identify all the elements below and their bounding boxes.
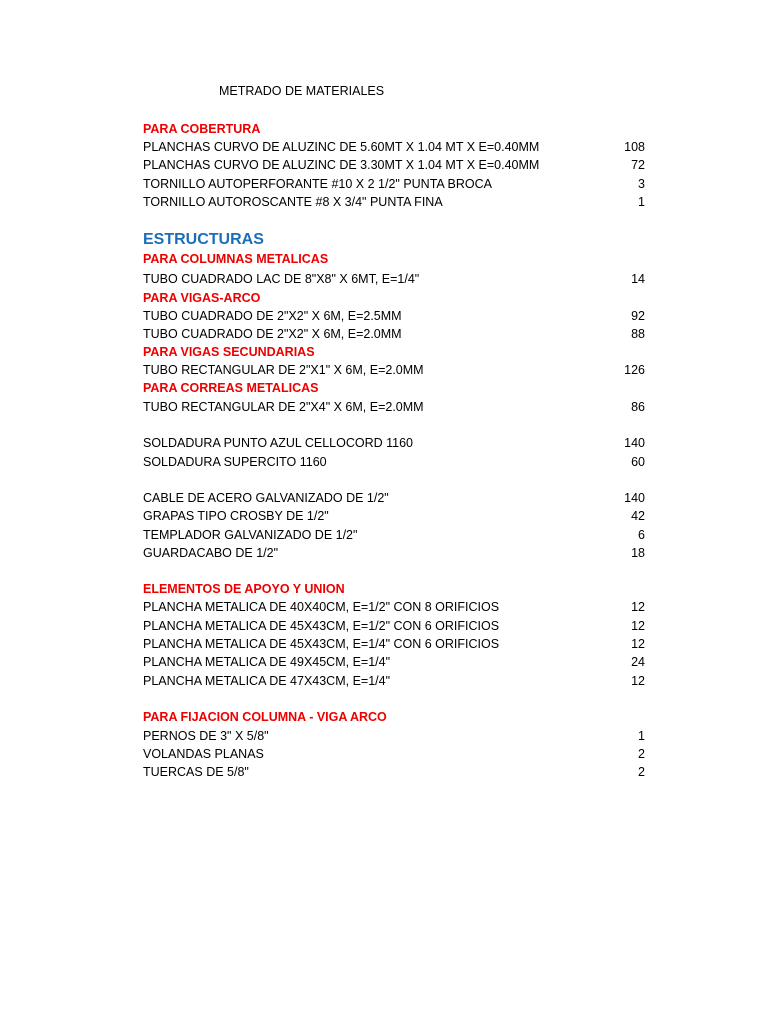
material-quantity: 12 — [631, 600, 645, 614]
material-quantity: 3 — [638, 177, 645, 191]
material-row — [143, 763, 645, 781]
material-row — [143, 526, 645, 544]
material-description: TUBO CUADRADO DE 2"X2" X 6M, E=2.5MM — [143, 309, 402, 323]
material-row — [143, 156, 645, 174]
material-row — [143, 635, 645, 653]
material-description: TUBO RECTANGULAR DE 2"X4" X 6M, E=2.0MM — [143, 400, 424, 414]
material-row — [143, 653, 645, 671]
material-quantity: 86 — [631, 400, 645, 414]
material-description: TUBO CUADRADO LAC DE 8"X8" X 6MT, E=1/4" — [143, 272, 420, 286]
material-quantity: 2 — [638, 747, 645, 761]
material-row — [143, 270, 645, 288]
material-quantity: 140 — [624, 491, 645, 505]
section-heading-columnas: PARA COLUMNAS METALICAS — [143, 252, 329, 266]
material-quantity: 108 — [624, 140, 645, 154]
material-row — [143, 507, 645, 525]
material-quantity: 1 — [638, 729, 645, 743]
material-row — [143, 727, 645, 745]
material-row — [143, 193, 645, 211]
material-quantity: 60 — [631, 455, 645, 469]
material-row — [143, 361, 645, 379]
section-heading-estructuras: ESTRUCTURAS — [143, 231, 264, 248]
material-row — [143, 672, 645, 690]
material-quantity: 1 — [638, 195, 645, 209]
material-quantity: 140 — [624, 436, 645, 450]
material-quantity: 126 — [624, 363, 645, 377]
material-quantity: 12 — [631, 619, 645, 633]
material-row — [143, 489, 645, 507]
material-row — [143, 138, 645, 156]
material-quantity: 92 — [631, 309, 645, 323]
material-description: GRAPAS TIPO CROSBY DE 1/2" — [143, 509, 329, 523]
section-heading-correas: PARA CORREAS METALICAS — [143, 381, 319, 395]
section-heading-fijacion: PARA FIJACION COLUMNA - VIGA ARCO — [143, 710, 387, 724]
material-description: PLANCHAS CURVO DE ALUZINC DE 3.30MT X 1.04 MT X E=0.40MM — [143, 158, 540, 172]
material-description: PERNOS DE 3" X 5/8" — [143, 729, 269, 743]
material-description: PLANCHAS CURVO DE ALUZINC DE 5.60MT X 1.04 MT X E=0.40MM — [143, 140, 540, 154]
document-title: METRADO DE MATERIALES — [219, 84, 385, 98]
material-row — [143, 398, 645, 416]
material-quantity: 14 — [631, 272, 645, 286]
material-description: TEMPLADOR GALVANIZADO DE 1/2" — [143, 528, 358, 542]
material-description: PLANCHA METALICA DE 47X43CM, E=1/4" — [143, 674, 391, 688]
section-heading-vigas-secundarias: PARA VIGAS SECUNDARIAS — [143, 345, 315, 359]
section-heading-vigas-arco: PARA VIGAS-ARCO — [143, 291, 261, 305]
material-description: GUARDACABO DE 1/2" — [143, 546, 279, 560]
material-row — [143, 745, 645, 763]
section-heading-cobertura: PARA COBERTURA — [143, 122, 261, 136]
material-description: PLANCHA METALICA DE 45X43CM, E=1/4" CON 6 ORIFICIOS — [143, 637, 500, 651]
material-row — [143, 307, 645, 325]
material-description: TORNILLO AUTOROSCANTE #8 X 3/4" PUNTA FINA — [143, 195, 443, 209]
material-quantity: 6 — [638, 528, 645, 542]
material-description: SOLDADURA SUPERCITO 1160 — [143, 455, 327, 469]
material-row — [143, 175, 645, 193]
material-row — [143, 434, 645, 452]
material-row — [143, 453, 645, 471]
material-quantity: 12 — [631, 637, 645, 651]
material-quantity: 88 — [631, 327, 645, 341]
material-row — [143, 325, 645, 343]
material-row — [143, 617, 645, 635]
material-quantity: 24 — [631, 655, 645, 669]
material-description: TUBO CUADRADO DE 2"X2" X 6M, E=2.0MM — [143, 327, 402, 341]
material-row — [143, 598, 645, 616]
material-description: VOLANDAS PLANAS — [143, 747, 264, 761]
material-quantity: 42 — [631, 509, 645, 523]
material-description: CABLE DE ACERO GALVANIZADO DE 1/2" — [143, 491, 389, 505]
material-description: TUERCAS DE 5/8" — [143, 765, 249, 779]
material-quantity: 18 — [631, 546, 645, 560]
section-heading-apoyo: ELEMENTOS DE APOYO Y UNION — [143, 582, 345, 596]
material-row — [143, 544, 645, 562]
material-quantity: 12 — [631, 674, 645, 688]
material-quantity: 2 — [638, 765, 645, 779]
material-description: SOLDADURA PUNTO AZUL CELLOCORD 1160 — [143, 436, 413, 450]
material-quantity: 72 — [631, 158, 645, 172]
material-description: PLANCHA METALICA DE 45X43CM, E=1/2" CON 6 ORIFICIOS — [143, 619, 500, 633]
material-description: PLANCHA METALICA DE 49X45CM, E=1/4" — [143, 655, 391, 669]
material-description: TORNILLO AUTOPERFORANTE #10 X 2 1/2" PUNTA BROCA — [143, 177, 492, 191]
material-description: PLANCHA METALICA DE 40X40CM, E=1/2" CON 8 ORIFICIOS — [143, 600, 500, 614]
material-description: TUBO RECTANGULAR DE 2"X1" X 6M, E=2.0MM — [143, 363, 424, 377]
